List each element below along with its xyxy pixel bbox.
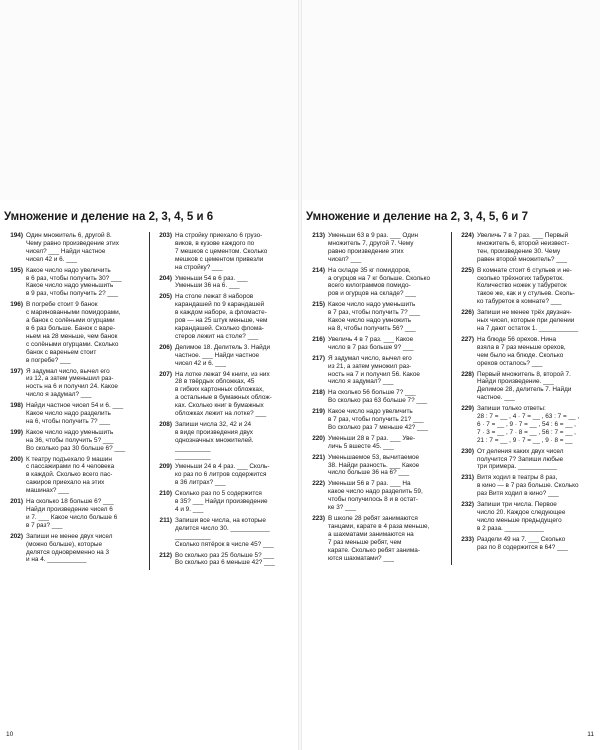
page-title: Умножение и деление на 2, 3, 4, 5, 6 и 7	[306, 211, 528, 223]
task-item	[153, 371, 296, 418]
task-item	[4, 267, 146, 299]
task-text: Один множитель 6, другой 8. Чему равно произведение этих чисел? ___ Найди частное чисел 42 и 6. ___	[26, 232, 119, 263]
task-text: Увеличь 7 в 7 раз. ___ Первый множитель 6, второй неизвест- тен, произведение 30. Чему равен второй множитель? ___	[477, 232, 570, 263]
task-text: Какое число надо увеличить в 6 раз, чтобы получить 30? ___ Какое число надо уменьшить в 9 раз, чтобы получить 2? ___	[26, 266, 122, 298]
task-number: 204)	[159, 274, 172, 282]
task-text: Уменьши 56 в 7 раз. ___ На какое число надо разделить 59, чтобы получилось 8 и в остат- ке 3? ___	[328, 480, 423, 512]
task-column	[150, 232, 296, 570]
task-text: Какое число надо уменьшить в 7 раз, чтобы получить 7? ___ Какое число надо умножить на 8, чтобы получить 56? ___	[328, 301, 421, 332]
task-number: 205)	[159, 293, 172, 301]
task-text: Запиши три числа. Первое число 20. Каждое следующее число меньше предыдущего в 2 раза. ___________	[477, 501, 566, 532]
task-text: Запиши числа 32, 42 и 24 в виде произведения двух однозначных множителей. __________ __________	[175, 420, 254, 460]
task-text: Какое число надо увеличить в 7 раз, чтобы получить 21? ___ Во сколько раз 7 меньше 42? ___	[328, 408, 428, 431]
task-item	[306, 515, 448, 562]
task-number: 230)	[461, 447, 474, 455]
task-number: 211)	[159, 516, 172, 524]
task-number: 206)	[159, 343, 172, 351]
task-item	[455, 232, 598, 264]
book-spine	[298, 0, 302, 750]
task-text: Раздели 49 на 7. ___ Сколько раз по 8 содержится в 64? ___	[477, 535, 568, 551]
task-item	[306, 336, 448, 352]
task-text: В погребе стоит 9 банок с маринованными помидорами, а банок с солёными огурцами в 6 раз больше. Банок с варе- ньем на 28 меньше, чем банок с солёными огурцами. Сколько банок с вареньем стоит в погребе? ___	[26, 301, 121, 364]
task-number: 223)	[312, 515, 325, 522]
task-column	[452, 232, 598, 565]
task-number: 199)	[10, 428, 23, 436]
task-item	[153, 232, 296, 272]
task-text: Уменьшаемое 53, вычитаемое 38. Найди разность. ___ Какое число больше 36 на 6? ___	[328, 453, 420, 477]
task-columns	[306, 232, 598, 565]
left-page	[4, 210, 296, 740]
page-number: 10	[6, 731, 14, 738]
task-item	[455, 371, 598, 403]
task-number: 222)	[312, 480, 325, 488]
task-text: Запиши не менее двух чисел (можно больше), которые делятся одновременно на 3 и на 4. ___________	[26, 532, 113, 564]
task-number: 233)	[461, 535, 474, 543]
task-text: Найди частное чисел 54 и 6. ___ Какое число надо разделить на 6, чтобы получить 7? ___	[26, 402, 124, 425]
task-number: 214)	[312, 266, 325, 274]
task-number: 208)	[159, 420, 172, 428]
task-item	[4, 368, 146, 400]
task-item	[306, 480, 448, 512]
task-item	[455, 405, 598, 445]
task-item	[4, 456, 146, 496]
task-text: К театру подъехало 9 машин с пассажирами по 4 человека в каждой. Сколько всего пас- сажиров приехало на этих машинах? ___	[26, 455, 115, 495]
task-text: На лотке лежат 94 книги, из них 28 в твёрдых обложках, 45 в гибких картонных обложках, а остальные в бумажных облож- ках. Сколько книг в бумажных обложках лежит на лотке? ___	[175, 370, 272, 418]
task-number: 203)	[159, 232, 172, 239]
task-text: Уменьши 28 в 7 раз. ___ Уве- личь 5 вшесте 45. ___	[328, 434, 416, 450]
task-text: Первый множитель 8, второй 7. Найди произведение. ___ Делимое 28, делитель 7. Найди частное. ___	[477, 370, 572, 402]
task-item	[4, 232, 146, 264]
task-text: Делимое 18. Делитель 3. Найди частное. ___ Найди частное чисел 42 и 6. ___	[175, 343, 271, 367]
task-text: На сколько 18 больше 6? ___ Найди произведение чисел 6 и 7. ___ Какое число больше 6 в 7 раз? ___	[26, 498, 118, 529]
task-number: 220)	[312, 434, 325, 442]
task-text: Увеличь 4 в 7 раз. ___ Какое число в 7 раз больше 9? ___	[328, 335, 414, 351]
task-number: 197)	[10, 367, 23, 375]
task-number: 201)	[10, 498, 23, 506]
task-column	[306, 232, 452, 565]
task-item	[455, 309, 598, 333]
task-item	[455, 267, 598, 307]
task-number: 209)	[159, 463, 172, 471]
task-text: На сколько 56 больше 7? ___ Во сколько раз 63 больше 7? ___	[328, 389, 428, 405]
task-item	[306, 355, 448, 387]
task-number: 215)	[312, 301, 325, 309]
task-text: Уменьши 54 в 6 раз. ___ Уменьши 36 на 6. ___	[175, 274, 248, 290]
task-columns	[4, 232, 296, 570]
task-item	[4, 498, 146, 530]
task-item	[4, 429, 146, 453]
task-item	[153, 293, 296, 340]
task-number: 196)	[10, 301, 23, 309]
task-number: 221)	[312, 453, 325, 461]
task-text: На столе лежат 8 наборов карандашей по 9 карандашей в каждом наборе, а фломасте- ров — на 25 штук меньше, чем карандашей. Сколько флома- стеров лежит на столе? ___	[175, 293, 268, 340]
page-number: 11	[587, 731, 594, 738]
task-item	[153, 344, 296, 368]
task-text: Витя ходил в театры 8 раз, в кино — в 7 раз больше. Сколько раз Витя ходил в кино? ___	[477, 474, 579, 498]
task-number: 195)	[10, 266, 23, 274]
task-item	[153, 275, 296, 291]
task-number: 227)	[461, 335, 474, 343]
task-item	[455, 501, 598, 533]
task-text: Во сколько раз 25 больше 5? ___ Во сколько раз 6 меньше 42? ___	[175, 551, 275, 567]
task-number: 210)	[159, 490, 172, 498]
task-item	[153, 463, 296, 487]
task-text: Какое число надо уменьшить на 36, чтобы получить 5? ___ Во сколько раз 30 больше 6? ___	[26, 428, 126, 452]
right-page	[306, 210, 598, 740]
task-number: 218)	[312, 389, 325, 397]
task-item	[306, 267, 448, 299]
task-item	[4, 301, 146, 364]
task-text: Уменьши 24 в 4 раз. ___ Сколь- ко раз по 6 литров содержится в 36 литрах? ___	[175, 463, 270, 487]
task-item	[306, 389, 448, 405]
task-item	[455, 336, 598, 368]
task-text: Запиши не менее трёх двузнач- ных чисел, которые при делении на 7 дают остаток 1. ___________	[477, 309, 579, 332]
task-item	[455, 536, 598, 552]
task-number: 207)	[159, 370, 172, 378]
task-item	[306, 454, 448, 478]
task-number: 213)	[312, 232, 325, 239]
task-text: На блюде 56 орехов. Нина взяла в 7 раз меньше орехов, чем было на блюде. Сколько орехов осталось? ___	[477, 335, 566, 367]
task-text: Сколько раз по 5 содержится в 35? ___ Найди произведение 4 и 9. ___	[175, 490, 268, 513]
task-item	[306, 408, 448, 432]
task-number: 226)	[461, 309, 474, 317]
task-text: На складе 35 кг помидоров, а огурцов на 7 кг больше. Сколько всего килограммов помидо- ров и огурцов на складе? ___	[328, 266, 431, 298]
task-item	[306, 301, 448, 333]
task-number: 228)	[461, 370, 474, 378]
page-title: Умножение и деление на 2, 3, 4, 5 и 6	[4, 211, 214, 223]
task-number: 194)	[10, 232, 23, 239]
task-item	[153, 552, 296, 568]
task-number: 229)	[461, 405, 474, 413]
task-item	[153, 421, 296, 461]
task-text: Запиши все числа, на которые делится число 30. ___________ __________ Сколько пятёрок в числе 45? ___	[175, 516, 274, 548]
task-item	[455, 474, 598, 498]
task-number: 217)	[312, 354, 325, 362]
task-text: Запиши только ответы: 28 : 7 = __ , 4 · 7 = __ , 63 : 7 = __ , 6 · 7 = __ , 9 · 7 = __ , 54 : 6 = __ , 7 · 3 = __ , 7 · 8 = __ , 56 : 7 = __ , 21 : 7 = __ , 9 · 7 = __ , 9 · 8 = __	[477, 405, 580, 444]
task-number: 212)	[159, 551, 172, 559]
task-text: Я задумал число, вычел его из 12, а затем уменьшил раз- ность на 6 и получил 24. Какое число я задумал? ___	[26, 367, 118, 399]
task-number: 231)	[461, 474, 474, 482]
task-number: 202)	[10, 532, 23, 540]
task-text: На стройку приехало 6 грузо- виков, в кузове каждого по 7 мешков с цементом. Сколько мешков с цементом привезли на стройку? ___	[175, 232, 268, 271]
task-item	[153, 517, 296, 549]
task-number: 200)	[10, 455, 23, 463]
task-number: 224)	[461, 232, 474, 239]
task-number: 219)	[312, 408, 325, 416]
task-text: От деления каких двух чисел получится 7? Запиши любые три примера. ___________	[477, 447, 564, 471]
task-number: 198)	[10, 402, 23, 410]
task-item	[306, 435, 448, 451]
task-item	[306, 232, 448, 264]
task-column	[4, 232, 150, 570]
task-item	[153, 490, 296, 514]
task-text: Я задумал число, вычел его из 21, а затем умножил раз- ность на 7 и получил 56. Какое число я задумал? ___	[328, 354, 420, 386]
task-text: В школе 28 ребят занимаются танцами, карате в 4 раза меньше, а шахматами занимаются на 7 раз меньше ребят, чем карате. Сколько ребят занима- ются шахматами? ___	[328, 515, 430, 562]
task-text: Уменьши 63 в 9 раз. ___ Один множитель 7, другой 7. Чему равно произведение этих чисел? ___	[328, 232, 419, 263]
task-item	[455, 448, 598, 472]
task-number: 225)	[461, 266, 474, 274]
task-item	[4, 533, 146, 565]
task-number: 232)	[461, 501, 474, 509]
task-item	[4, 402, 146, 426]
task-text: В комнате стоит 6 стульев и не- сколько трёхногих табуреток. Количество ножек у табуреток такое же, как и у стульев. Сколь- ко табуреток в комнате? ___	[477, 266, 575, 306]
task-number: 216)	[312, 335, 325, 343]
